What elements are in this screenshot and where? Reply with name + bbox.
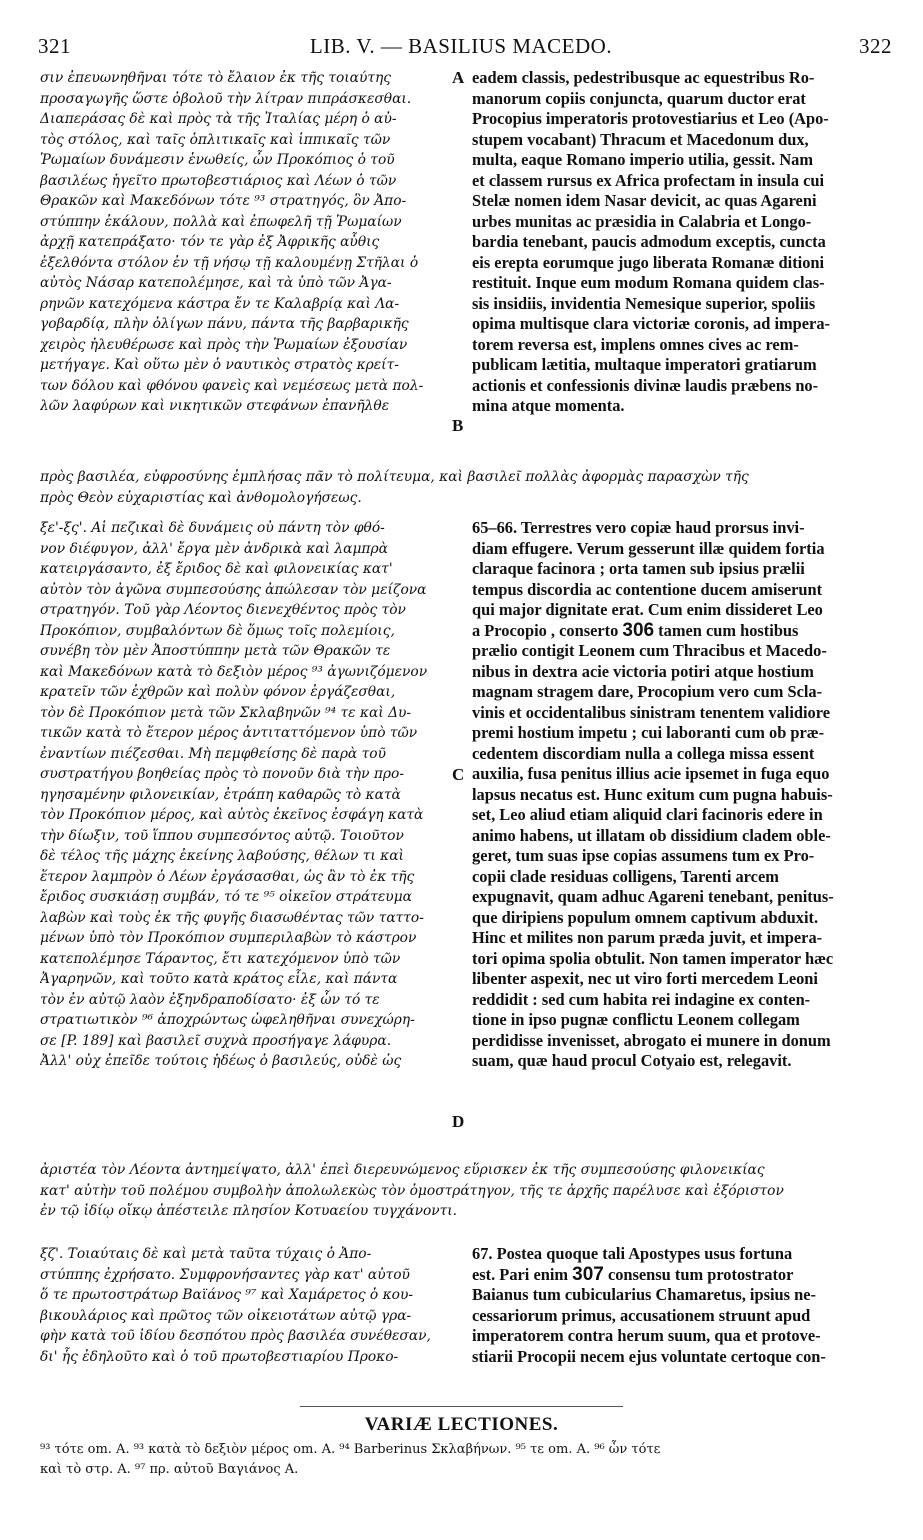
greek-column-block3 <box>40 1244 450 1367</box>
greek-text-line: ἀρχῇ κατεπράξατο· τόν τε γὰρ ἐξ Ἀφρικῆς αὖθις <box>40 234 380 250</box>
latin-text-line: opima multisque clara victoriæ coronis, ad impera- <box>472 314 830 333</box>
latin-text-line: urbes munitas ac præsidia in Calabria et Longo- <box>472 211 812 231</box>
greek-text-line: ἀριστέα τὸν Λέοντα ἀντημείψατο, ἀλλ' ἐπεὶ διερευνώμενος εὕρισκεν ἐκ τῆς συμπεσούσης φιλονεικίας <box>40 1162 765 1178</box>
latin-text-line: restituit. Inque eum modum Romana quidem clas- <box>472 273 825 292</box>
greek-text-line: στύππης ἐχρήσατο. Συμφρονήσαντες γὰρ κατ' αὐτοῦ <box>40 1266 410 1283</box>
greek-text-line: κατεπολέμησε Τάραντος, ἔτι κατεχόμενον ὑπὸ τῶν <box>40 950 401 967</box>
greek-text-line: βικουλάριος καὶ πρῶτος τῶν οἰκειοτάτων αὐτῷ γρα- <box>40 1307 412 1324</box>
variant-reading-line: καὶ τὸ στρ. A. ⁹⁷ πρ. αὐτοῦ Βαγιάνος A. <box>40 1462 299 1477</box>
greek-text-line: γοβαρδίᾳ, πλὴν ὀλίγων πάνυ, πάντα τῆς βαρβαρικῆς <box>40 316 409 332</box>
running-title: LIB. V. — BASILIUS MACEDO. <box>309 34 613 58</box>
latin-text-line: prælio contigit Leonem cum Thracibus et Macedo- <box>472 641 827 660</box>
page-number-left: 321 <box>38 34 71 58</box>
greek-text-line: Ἀγαρηνῶν, καὶ τοῦτο κατὰ κράτος εἷλε, καὶ πάντα <box>40 971 398 987</box>
latin-text-line: actionis et confessionis divinæ laudis præbens no- <box>472 375 819 395</box>
divider-rule <box>300 1406 623 1407</box>
greek-text-line: Θρακῶν καὶ Μακεδόνων τότε ⁹³ στρατηγός, ὃν Ἀπο- <box>40 193 407 209</box>
latin-text-line: perdidisse invenisset, abrogato ei munere in donum <box>472 1030 831 1050</box>
page-number-right: 322 <box>859 34 892 58</box>
latin-line-with-page-number: a Procopio , conserto 306 tamen cum hostibus <box>472 620 799 641</box>
greek-text-line: καὶ Μακεδόνων κατὰ τὸ δεξιὸν μέρος ⁹³ ἀγωνιζόμενον <box>40 663 428 680</box>
latin-text-line: multa, eaque Romano imperio utilia, gessit. Nam <box>472 150 814 169</box>
margin-marker-d: D <box>452 1112 465 1131</box>
latin-column-block1 <box>472 68 890 417</box>
greek-text-line: τὸν δὲ Προκόπιον μετὰ τῶν Σκλαβηνῶν ⁹⁴ τε καὶ Δυ- <box>40 704 412 721</box>
greek-text-line: νον διέφυγον, ἀλλ' ἔργα μὲν ἀνδρικὰ καὶ λαμπρὰ <box>40 540 388 557</box>
latin-text-line: qui major dignitate erat. Cum enim dissideret Leo <box>472 600 823 619</box>
greek-text-line: κρατεῖν τῶν ἐχθρῶν καὶ πολὺν φόνον ἐργάζεσθαι, <box>40 684 396 700</box>
section-number-67: 67. <box>472 1244 493 1263</box>
greek-text-line: ηγησαμένην φιλονεικίαν, ἐτράπη καθαρῶς τὸ κατὰ <box>40 786 401 803</box>
greek-text-line: στύππην ἐκάλουν, πολλὰ καὶ ἐπωφελῆ τῇ Ῥωμαίων <box>40 213 402 230</box>
latin-text-line: tione in ipso pugnæ conflictu Leonem collegam <box>472 1010 800 1029</box>
latin-text-line: suam, quæ haud procul Cotyaio est, relegavit. <box>472 1051 792 1070</box>
greek-text-line: τὸς στόλος, καὶ ταῖς ὁπλιτικαῖς καὶ ἱππικαῖς τῶν <box>40 131 391 148</box>
latin-text-line: diam effugere. Verum gesserunt illæ quidem fortia <box>472 538 825 558</box>
latin-text-line: libenter aspexit, nec ut viro forti mercedem Leoni <box>472 969 818 988</box>
greek-text-line: σε [P. 189] καὶ βασιλεῖ συχνὰ προσήγαγε λάφυρα. <box>40 1032 392 1049</box>
latin-text-line: torem reversa est, implens omnes cives ac rem- <box>472 334 799 354</box>
latin-text-line: tori opima spolia obtulit. Non tamen imperator hæc <box>472 948 834 968</box>
latin-text-line: reddidit : sed cum habita rei indagine ex conten- <box>472 989 811 1009</box>
greek-text-line: σιν ἐπευωνηθῆναι τότε τὸ ἔλαιον ἐκ τῆς τοιαύτης <box>40 70 392 86</box>
latin-text-line: cessariorum primus, accusationem struunt apud <box>472 1305 811 1325</box>
greek-text-line: ἔριδος συσκιάσῃ συμβάν, τό τε ⁹⁵ οἰκεῖον στράτευμα <box>40 889 412 905</box>
latin-text-line: mina atque momenta. <box>472 396 625 415</box>
latin-text-line: lapsus necatus est. Hunc exitum cum pugna habuis- <box>472 784 833 804</box>
latin-column-block2 <box>472 518 890 1072</box>
latin-text-line: Stelæ nomen idem Nasar devicit, ac quas Agareni <box>472 191 817 210</box>
greek-text-line: πρὸς Θεὸν εὐχαριστίας καὶ ἀνθομολογήσεως. <box>40 489 362 506</box>
greek-text-line: χειρὸς ἠλευθέρωσε καὶ πρὸς τὴν Ῥωμαίων ἐξουσίαν <box>40 336 408 353</box>
greek-text-line: φὴν κατὰ τοῦ ἰδίου δεσπότου πρὸς βασιλέα συνέθεσαν, <box>40 1328 431 1344</box>
variae-lectiones-notes <box>40 1440 900 1480</box>
greek-text-line: ἕτερον λαμπρὸν ὁ Λέων ἐργάσασθαι, ὡς ἂν τὸ ἐκ τῆς <box>40 868 415 885</box>
latin-text-line: manorum copiis conjuncta, quarum ductor erat <box>472 88 806 108</box>
greek-text-line: λῶν λαφύρων καὶ νικητικῶν στεφάνων ἐπανῆλθε <box>40 398 390 414</box>
latin-text-line: Baianus tum cubicularius Chamaretus, ipsius ne- <box>472 1285 816 1304</box>
greek-text-line: στρατιωτικὸν ⁹⁶ ἀποχρώντως ὠφεληθῆναι συνεχώρη- <box>40 1012 415 1028</box>
latin-text-line: Procopius imperatoris protovestiarius et Leo (Apo- <box>472 109 829 128</box>
latin-text-line: publicam lætitia, multaque imperatori gratiarum <box>472 355 817 374</box>
greek-text-line: τὸν Προκόπιον μέρος, καὶ αὐτὸς ἐκεῖνος ἐσφάγη κατὰ <box>40 807 424 823</box>
latin-text-line: Hinc et milites non parum præda juvit, et impera- <box>472 928 823 947</box>
greek-text-line: Ῥωμαίων δυνάμεσιν ἑνωθείς, ὧν Προκόπιος ὁ τοῦ <box>40 152 395 168</box>
latin-text-line: set, Leo aliud etiam aliquid clari facinoris edere in <box>472 805 823 824</box>
latin-text-line: animo habens, ut illatam ob dissidium cladem oble- <box>472 825 831 845</box>
latin-text-line: nibus in dextra acie victoria potiri atque hostium <box>472 661 814 681</box>
latin-text-line: eis erepta eorumque jugo liberata Romanæ ditioni <box>472 252 825 272</box>
greek-fullwidth-block1 <box>40 467 888 508</box>
greek-text-line: τὴν δίωξιν, τοῦ ἵππου συμπεσόντος αὐτῷ. Τοιοῦτον <box>40 827 404 844</box>
latin-text-line: auxilia, fusa penitus illius acie ipsemet in fuga equo <box>472 764 830 783</box>
greek-text-line: αὐτὸς Νάσαρ κατεπολέμησε, καὶ τὰ ὑπὸ τῶν Ἀγα- <box>40 275 392 291</box>
variae-lectiones-title: VARIÆ LECTIONES. <box>364 1414 559 1435</box>
greek-text-line: μένων ὑπὸ τὸν Προκόπιον συμπεριλαβὼν τὸ κάστρον <box>40 930 417 946</box>
latin-text-line: copii clade residuas colligens, Tarenti arcem <box>472 866 779 886</box>
running-header <box>30 34 892 64</box>
latin-text-line: vinis et occidentalibus sinistram tenentem validiore <box>472 702 831 722</box>
latin-text-line: magnam stragem dare, Procopium vero cum Scla- <box>472 682 823 701</box>
greek-text-line: ἐξελθόντα στόλον ἐν τῇ νήσῳ τῇ καλουμένῃ Στῆλαι ὁ <box>40 254 419 271</box>
greek-text-line: ἐν τῷ ἰδίῳ οἴκῳ ἀπέστειλε πλησίον Κοτυαείου τυγχάνοντι. <box>40 1203 458 1219</box>
greek-text-line: ὅ τε πρωτοστράτωρ Βαϊάνος ⁹⁷ καὶ Χαμάρετος ὁ κου- <box>40 1287 414 1303</box>
latin-text-line: sis insidiis, invidentia Nemesique superior, spoliis <box>472 293 816 313</box>
latin-line-with-page-number: est. Pari enim 307 consensu tum protostrator <box>472 1264 794 1285</box>
latin-text-line: cedentem discordiam nulla a collega missa essent <box>472 743 815 763</box>
section-number-65-66: 65–66. <box>472 518 518 537</box>
latin-text-line: et classem rursus ex Africa profectam in insula cui <box>472 170 825 190</box>
greek-text-line: ρηνῶν κατεχόμενα κάστρα ἔν τε Καλαβρίᾳ καὶ Λα- <box>40 295 400 312</box>
greek-text-line: Ἀλλ' οὐχ ἐπεῖδε τούτοις ἡδέως ὁ βασιλεύς, οὐδὲ ὡς <box>40 1053 402 1069</box>
variant-reading-line: ⁹³ τότε om. A. ⁹³ κατὰ τὸ δεξιὸν μέρος om. A. ⁹⁴ Barberinus Σκλαβήνων. ⁹⁵ τε om. A. ⁹⁶ ὧν τότε <box>40 1442 661 1457</box>
margin-marker-c: C <box>452 765 465 784</box>
latin-text-line: tempus discordia ac contentione ducem amiserunt <box>472 579 823 599</box>
edition-page-number-307: 307 <box>572 1264 604 1285</box>
latin-text-line: bardia tenebant, paucis admodum exceptis, cuncta <box>472 232 826 251</box>
greek-text-line: συνέβη τὸν μὲν Ἀποστύππην μετὰ τῶν Θρακῶν τε <box>40 643 391 659</box>
greek-text-line: ἐναντίων πιέζεσθαι. Μὴ πεμφθείσης δὲ παρὰ τοῦ <box>40 745 386 762</box>
greek-fullwidth-block2 <box>40 1160 888 1222</box>
greek-text-line: κατ' αὐτὴν τοῦ πολέμου συμβολὴν ἀπολωλεκὼς τὸν ὁμοστράτηγον, τῆς τε ἀρχῆς παρέλυσε καὶ ἐξόριστον <box>40 1182 784 1199</box>
greek-text-line: συστρατήγου βοηθείας πρὸς τὸ πονοῦν διὰ τὴν προ- <box>40 766 404 782</box>
greek-text-line: δὲ τέλος τῆς μάχης ἐκείνης λαβούσης, θέλων τι καὶ <box>40 848 404 864</box>
greek-text-line: βασιλέως ἡγεῖτο πρωτοβεστιάριος καὶ Λέων ὁ τῶν <box>40 172 397 189</box>
latin-text-line: geret, tum suas ipse copias assumens tum ex Pro- <box>472 846 815 865</box>
greek-text-line: τικῶν κατὰ τὸ ἕτερον μέρος ἀντιταττόμενον ὑπὸ τῶν <box>40 725 418 741</box>
latin-text-line: imperatorem contra herum suum, qua et protove- <box>472 1326 821 1345</box>
greek-text-line: τὸν ἐν αὐτῷ λαὸν ἐξηνδραποδίσατο· ἐξ ὧν τό τε <box>40 991 380 1008</box>
latin-column-block3 <box>472 1244 890 1367</box>
greek-text-line: λαβὼν καὶ τοὺς ἐκ τῆς φυγῆς διασωθέντας τῶν ταττο- <box>40 909 424 926</box>
greek-text-line: ξε'-ξς'. Αἱ πεζικαὶ δὲ δυνάμεις οὐ πάντη τὸν φθό- <box>40 520 385 536</box>
greek-text-line: αὐτὸν τὸν ἀγῶνα συμπεσούσης ἀπώλεσαν τὸν μείζονα <box>40 581 427 598</box>
edition-page-number-306: 306 <box>622 620 655 641</box>
greek-text-line: Διαπεράσας δὲ καὶ πρὸς τὰ τῆς Ἰταλίας μέρη ὁ αὐ- <box>40 111 397 127</box>
greek-text-line: Προκόπιον, συμβαλόντων δὲ ὅμως τοῖς πολεμίοις, <box>40 622 395 639</box>
greek-text-line: προσαγωγῆς ὥστε ὀβολοῦ τὴν λίτραν πιπράσκεσθαι. <box>40 90 412 107</box>
greek-column-block2 <box>40 518 450 1072</box>
latin-section-heading: 67. Postea quoque tali Apostypes usus fortuna <box>472 1244 793 1263</box>
latin-text-line: que diripiens populum omnem captivum abduxit. <box>472 907 819 927</box>
latin-text-line: stupem vocabant) Thracum et Macedonum dux, <box>472 129 809 149</box>
greek-text-line: στρατηγόν. Τοῦ γὰρ Λέοντος διενεχθέντος πρὸς τὸν <box>40 602 406 618</box>
latin-text-line: expugnavit, quam adhuc Agareni tenebant, penitus- <box>472 887 834 906</box>
greek-text-line: των δόλου καὶ φθόνου φανεὶς καὶ νεμέσεως μετὰ πολ- <box>40 377 424 394</box>
greek-text-line: μετήγαγε. Καὶ οὕτω μὲν ὁ ναυτικὸς στρατὸς κρείτ- <box>40 357 399 373</box>
margin-marker-b: B <box>452 416 464 435</box>
greek-text-line: ξζ'. Τοιαύταις δὲ καὶ μετὰ ταῦτα τύχαις ὁ Ἀπο- <box>40 1246 372 1262</box>
latin-text-line: claraque facinora ; orta tamen sub ipsius prælii <box>472 559 805 578</box>
greek-column-block1 <box>40 68 450 417</box>
greek-text-line: δι' ἧς ἐδηλοῦτο καὶ ὁ τοῦ πρωτοβεστιαρίου Προκο- <box>40 1348 399 1365</box>
greek-text-line: πρὸς βασιλέα, εὐφροσύνης ἐμπλήσας πᾶν τὸ πολίτευμα, καὶ βασιλεῖ πολλὰς ἀφορμὰς παρασχὼν τῆς <box>40 469 749 485</box>
margin-marker-a: A <box>452 68 465 87</box>
latin-section-heading: 65–66. Terrestres vero copiæ haud prorsus invi- <box>472 518 805 537</box>
latin-text-line: stiarii Procopii necem ejus voluntate certoque con- <box>472 1346 826 1366</box>
latin-text-line: premi hostium impetu ; cui laboranti cum ob præ- <box>472 723 825 742</box>
greek-text-line: κατειργάσαντο, ἐξ ἔριδος δὲ καὶ φιλονεικίας κατ' <box>40 561 393 577</box>
latin-text-line: eadem classis, pedestribusque ac equestribus Ro- <box>472 68 815 87</box>
